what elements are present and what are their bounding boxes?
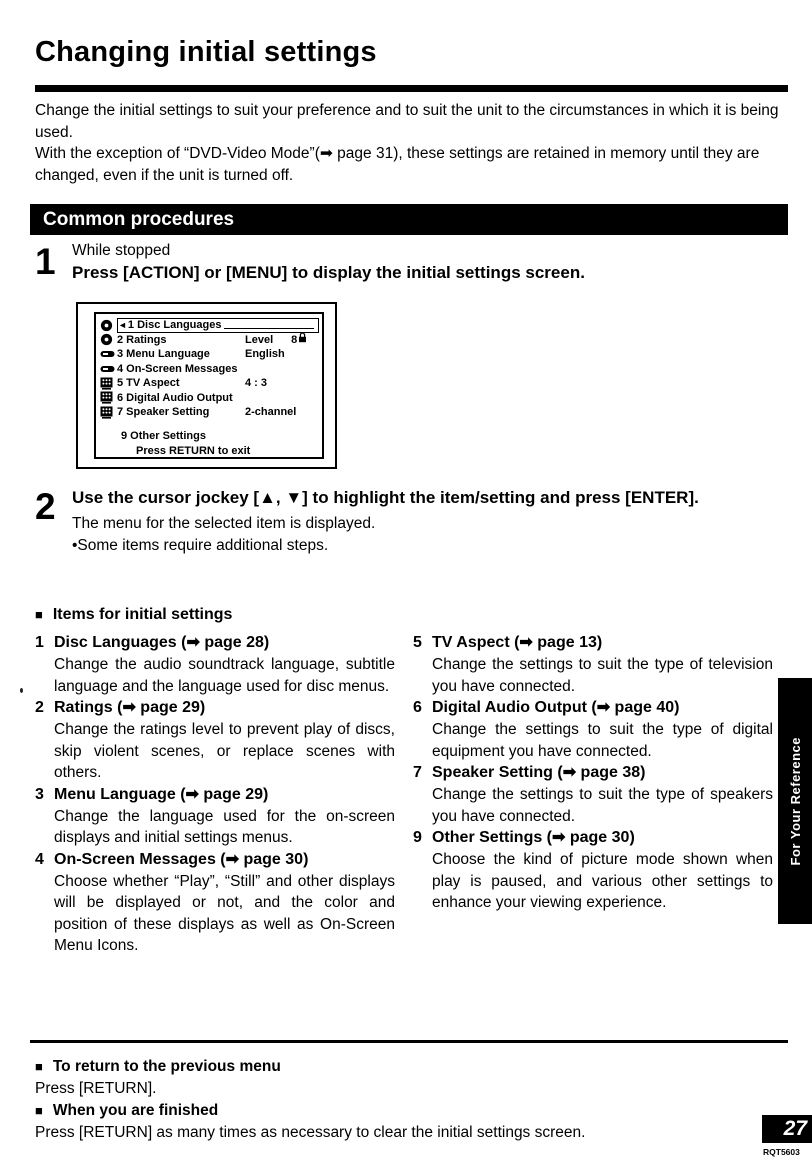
selection-highlight (117, 318, 319, 333)
bottom-rule (30, 1040, 788, 1043)
ratings-level-value: 8 (291, 332, 307, 347)
item-digital-audio-output: 6 Digital Audio Output (➡ page 40) Change the settings to suit the type of digital equipment you have connected. (413, 699, 773, 760)
intro-paragraph-1: Change the initial settings to suit your preference and to suit the unit to the circumstances in which it is being used. (35, 102, 779, 141)
items-section-title: Items for initial settings (52, 606, 233, 623)
speaker-icon (100, 406, 117, 419)
step-1-number: 1 (35, 241, 56, 282)
square-bullet-icon: ■ (35, 1103, 43, 1118)
item-disc-languages: 1 Disc Languages (➡ page 28) Change the audio soundtrack language, subtitle language and the language used for disc menus. (35, 634, 395, 695)
step-2-number: 2 (35, 486, 56, 527)
section-header-common-procedures: Common procedures (30, 204, 788, 235)
speaker-icon (100, 391, 117, 404)
menu-item-on-screen-messages (100, 362, 319, 377)
step-2 (35, 486, 763, 557)
menu-item-tv-aspect (100, 376, 319, 391)
menu-item-label: 4 On-Screen Messages (117, 362, 238, 375)
item-menu-language: 3 Menu Language (➡ page 29) Change the language used for the on-screen displays and initial settings menus. (35, 785, 395, 846)
menu-item-value: 4 : 3 (245, 377, 268, 390)
lock-icon (298, 332, 307, 347)
menu-item-label: 3 Menu Language (117, 348, 210, 361)
cursor-left-icon: ◄ (118, 320, 127, 331)
step-2-instruction: Use the cursor jockey [▲, ▼] to highlight the item/setting and press [ENTER]. (72, 488, 699, 507)
menu-item-value: Level (245, 333, 274, 346)
intro-paragraph-2: With the exception of “DVD-Video Mode”(➡ page 31), these settings are retained in memory until they are changed, even if the unit is turned off. (35, 145, 760, 184)
step-1-instruction: Press [ACTION] or [MENU] to display the initial settings screen. (72, 263, 585, 282)
return-previous-menu-heading: To return to the previous menu (52, 1058, 281, 1075)
remote-icon (100, 350, 117, 358)
menu-item-label: 5 TV Aspect (117, 377, 180, 390)
menu-item-label: 2 Ratings (117, 333, 167, 346)
when-finished-heading: When you are finished (52, 1102, 219, 1119)
menu-item-label: 7 Speaker Setting (117, 406, 210, 419)
item-speaker-setting: 7 Speaker Setting (➡ page 38) Change the settings to suit the type of speakers you have connected. (413, 764, 773, 825)
remote-icon (100, 365, 117, 373)
disc-icon (100, 333, 117, 346)
tv-screen-illustration (76, 302, 337, 469)
menu-item-disc-languages (100, 318, 319, 333)
intro-text (35, 100, 788, 186)
menu-item-label: 6 Digital Audio Output (117, 391, 233, 404)
item-ratings: 2 Ratings (➡ page 29) Change the ratings level to prevent play of discs, skip violent scenes, or replace scenes with others. (35, 699, 395, 781)
selection-trail-line (224, 321, 314, 329)
menu-item-menu-language (100, 347, 319, 362)
items-column-right (413, 632, 773, 957)
item-other-settings: 9 Other Settings (➡ page 30) Choose the kind of picture mode shown when play is paused, and various other settings to enhance your viewing experience. (413, 829, 773, 911)
menu-item-ratings (100, 333, 319, 348)
section-tab-for-your-reference: For Your Reference (778, 678, 812, 924)
title-rule (35, 85, 788, 92)
menu-item-digital-audio-output (100, 391, 319, 406)
scan-speck (20, 688, 23, 693)
menu-exit-hint: Press RETURN to exit (136, 444, 251, 457)
menu-item-value: English (245, 348, 285, 361)
menu-item-value: 2-channel (245, 406, 297, 419)
items-column-left (35, 632, 395, 957)
bottom-notes (35, 1056, 780, 1144)
return-previous-menu-body: Press [RETURN]. (35, 1080, 157, 1097)
speaker-icon (100, 377, 117, 390)
item-on-screen-messages: 4 On-Screen Messages (➡ page 30) Choose whether “Play”, “Still” and other displays will be displayed or not, and the color and position of these displays as well as On-Screen Menu Icons. (35, 850, 395, 954)
step-2-note-1: The menu for the selected item is displayed. (72, 515, 376, 532)
initial-settings-menu (94, 312, 324, 459)
step-1-precondition: While stopped (72, 242, 171, 259)
page-title: Changing initial settings (35, 36, 377, 68)
items-for-initial-settings (35, 604, 788, 957)
square-bullet-icon: ■ (35, 1059, 43, 1074)
item-tv-aspect: 5 TV Aspect (➡ page 13) Change the settings to suit the type of television you have connected. (413, 634, 773, 695)
page-number-badge: 27 (762, 1115, 812, 1143)
menu-item-speaker-setting (100, 405, 319, 420)
when-finished-body: Press [RETURN] as many times as necessary to clear the initial settings screen. (35, 1124, 586, 1141)
menu-item-label: 1 Disc Languages (127, 319, 222, 332)
step-1 (35, 241, 763, 284)
document-code: RQT5603 (763, 1147, 800, 1157)
disc-icon (100, 319, 117, 332)
menu-item-other-settings: 9 Other Settings (121, 429, 206, 442)
square-bullet-icon: ■ (35, 607, 43, 622)
step-2-note-2: •Some items require additional steps. (72, 537, 329, 554)
